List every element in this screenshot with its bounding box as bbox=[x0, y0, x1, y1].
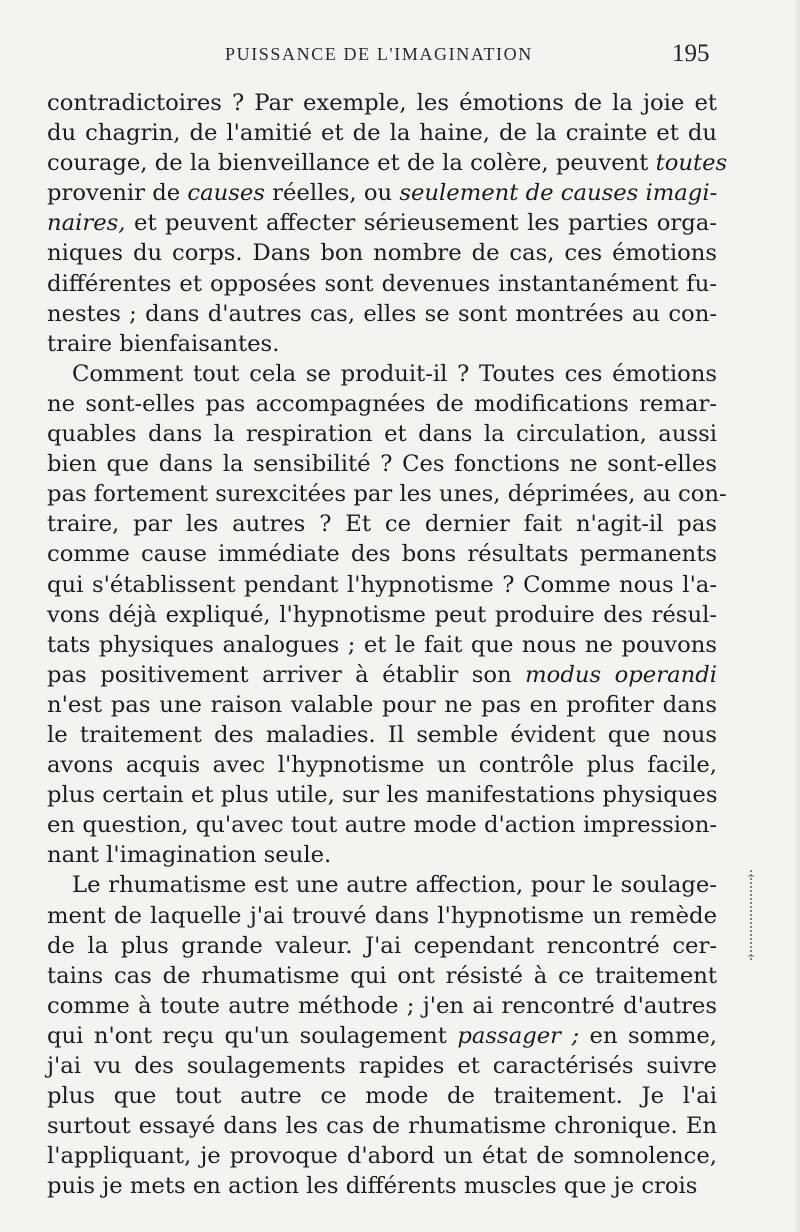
text-line bbox=[47, 178, 717, 208]
text-line bbox=[47, 931, 717, 961]
text-segment: nestes ; dans d'autres cas, elles se sont montrées au con- bbox=[47, 300, 717, 327]
text-segment: Le rhumatisme est une autre affection, pour le soulage- bbox=[72, 872, 717, 899]
text-segment: pas fortement surexcitées par les unes, déprimées, au con- bbox=[47, 481, 727, 508]
text-segment: bien que dans la sensibilité ? Ces fonctions ne sont-elles bbox=[47, 451, 717, 478]
text-line bbox=[47, 570, 717, 600]
text-segment: du chagrin, de l'amitié et de la haine, de la crainte et du bbox=[47, 120, 717, 147]
text-line bbox=[47, 509, 717, 539]
italic-text: naires, bbox=[47, 210, 126, 237]
text-segment: ne sont-elles pas accompagnées de modifications remar- bbox=[47, 390, 717, 417]
text-line bbox=[47, 449, 717, 479]
text-segment: puis je mets en action les différents muscles que je crois bbox=[47, 1173, 698, 1200]
text-line bbox=[47, 961, 717, 991]
text-segment: n'est pas une raison valable pour ne pas en profiter dans bbox=[47, 691, 717, 718]
text-line bbox=[47, 630, 717, 660]
text-segment: comme à toute autre méthode ; j'en ai rencontré d'autres bbox=[47, 992, 717, 1019]
text-segment: qui s'établissent pendant l'hypnotisme ? Comme nous l'a- bbox=[47, 571, 717, 598]
text-line bbox=[47, 238, 717, 268]
text-line bbox=[47, 840, 717, 870]
text-line bbox=[47, 991, 717, 1021]
italic-text: toutes bbox=[655, 150, 728, 177]
text-line bbox=[47, 539, 717, 569]
text-line bbox=[47, 208, 717, 238]
italic-text: seulement de causes imagi- bbox=[399, 180, 718, 207]
text-segment: en question, qu'avec tout autre mode d'action impression- bbox=[47, 812, 717, 839]
text-segment: vons déjà expliqué, l'hypnotisme peut produire des résul- bbox=[47, 601, 717, 628]
italic-text: passager ; bbox=[457, 1022, 580, 1049]
text-segment: en somme, bbox=[579, 1022, 718, 1049]
text-line bbox=[47, 479, 727, 509]
text-segment: contradictoires ? Par exemple, les émotions de la joie et bbox=[47, 90, 717, 116]
text-segment: provenir de bbox=[47, 180, 188, 207]
text-segment: j'ai vu des soulagements rapides et caractérisés suivre bbox=[47, 1053, 717, 1079]
text-segment: plus certain et plus utile, sur les manifestations physiques bbox=[47, 782, 718, 809]
text-segment: réelles, ou bbox=[264, 180, 400, 207]
page-edge-shadow bbox=[794, 0, 800, 1232]
text-segment: l'appliquant, je provoque d'abord un état de somnolence, bbox=[47, 1143, 717, 1170]
text-segment: nant l'imagination seule. bbox=[47, 842, 332, 869]
text-segment: courage, de la bienveillance et de la colère, peuvent bbox=[47, 150, 656, 177]
printer-mark-icon bbox=[740, 870, 762, 962]
text-line bbox=[47, 1141, 717, 1171]
text-segment: qui n'ont reçu qu'un soulagement bbox=[47, 1022, 458, 1049]
page-number: 195 bbox=[672, 40, 710, 67]
text-segment: et peuvent affecter sérieusement les parties orga- bbox=[125, 210, 717, 237]
text-segment: Comment tout cela se produit-il ? Toutes ces émotions bbox=[72, 360, 717, 387]
text-line bbox=[47, 359, 717, 389]
text-line bbox=[47, 1051, 717, 1081]
text-segment: différentes et opposées sont devenues instantanément fu- bbox=[47, 270, 717, 297]
text-line bbox=[47, 269, 717, 299]
italic-text: modus operandi bbox=[525, 661, 717, 688]
text-line bbox=[47, 901, 717, 931]
running-title: PUISSANCE DE L'IMAGINATION bbox=[225, 44, 533, 64]
text-line bbox=[47, 299, 717, 329]
text-line bbox=[47, 750, 717, 780]
text-line bbox=[47, 660, 717, 690]
text-line bbox=[47, 1081, 717, 1111]
text-segment: pas positivement arriver à établir son bbox=[47, 661, 526, 688]
text-line bbox=[47, 88, 717, 118]
text-line bbox=[47, 329, 717, 359]
text-segment: surtout essayé dans les cas de rhumatisme chronique. En bbox=[47, 1113, 717, 1140]
text-line bbox=[47, 389, 717, 419]
text-line bbox=[47, 1021, 717, 1051]
text-line bbox=[47, 148, 728, 178]
text-segment: niques du corps. Dans bon nombre de cas, ces émotions bbox=[47, 240, 717, 267]
text-segment: traire bienfaisantes. bbox=[47, 330, 280, 357]
text-line bbox=[47, 600, 717, 630]
text-line bbox=[47, 720, 717, 750]
text-segment: de la plus grande valeur. J'ai cependant rencontré cer- bbox=[47, 932, 717, 959]
text-segment: comme cause immédiate des bons résultats permanents bbox=[47, 541, 717, 568]
text-segment: traire, par les autres ? Et ce dernier fait n'agit-il pas bbox=[47, 511, 717, 538]
text-segment: plus que tout autre ce mode de traitement. Je l'ai bbox=[47, 1083, 717, 1110]
text-segment: tats physiques analogues ; et le fait que nous ne pouvons bbox=[47, 631, 717, 658]
text-line bbox=[47, 419, 717, 449]
body-text bbox=[47, 88, 728, 1201]
text-line bbox=[47, 1111, 717, 1141]
text-line bbox=[47, 1171, 717, 1201]
text-line bbox=[47, 780, 717, 810]
text-segment: le traitement des maladies. Il semble évident que nous bbox=[47, 721, 717, 748]
text-segment: quables dans la respiration et dans la circulation, aussi bbox=[47, 421, 717, 448]
italic-text: causes bbox=[187, 180, 265, 207]
text-line bbox=[47, 870, 717, 900]
text-segment: tains cas de rhumatisme qui ont résisté à ce traitement bbox=[47, 962, 717, 989]
text-segment: avons acquis avec l'hypnotisme un contrôle plus facile, bbox=[47, 752, 717, 779]
text-line bbox=[47, 810, 717, 840]
text-line bbox=[47, 690, 717, 720]
text-line bbox=[47, 118, 717, 148]
text-segment: ment de laquelle j'ai trouvé dans l'hypnotisme un remède bbox=[47, 902, 717, 929]
